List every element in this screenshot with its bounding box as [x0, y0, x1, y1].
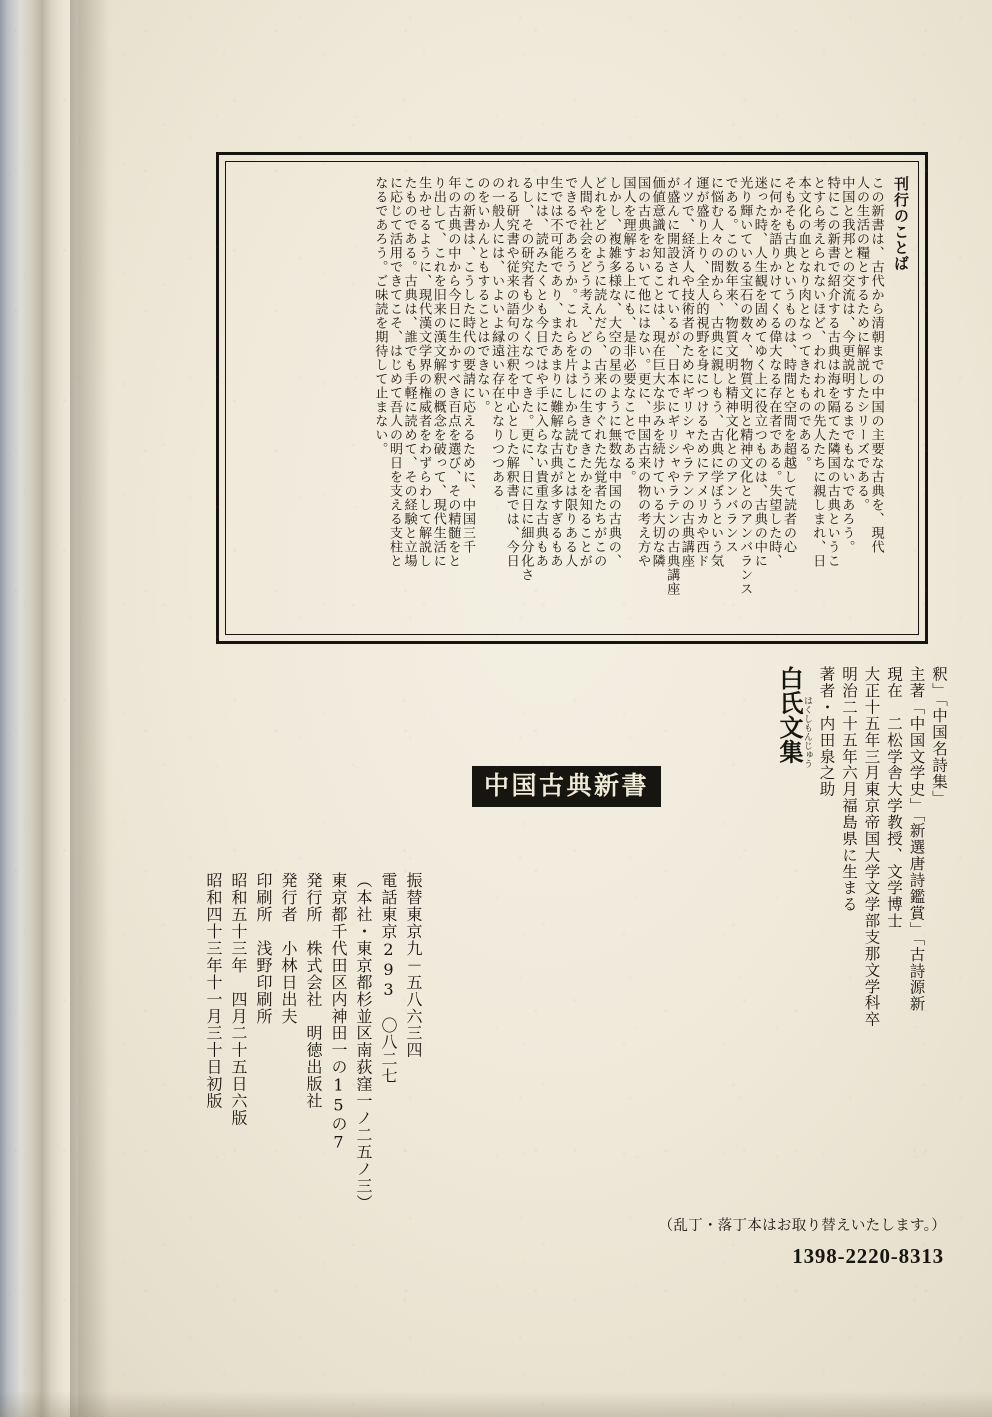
- colophon-line: 昭和五十三年 四月二十五日六版: [229, 872, 248, 1127]
- defect-exchange-note: （乱丁・落丁本はお取り替えいたします。）: [658, 1218, 946, 1234]
- colophon-line: 発行所 株式会社 明徳出版社: [304, 872, 323, 1110]
- preface-column: 年の古典の中から今日に生かすべき百点を選び、その精髄をと: [445, 176, 461, 568]
- preface-column: そもそも古典というものは、時間と空間を超越して読者の心: [781, 176, 796, 554]
- colophon-line: 電話東京293 〇八二七: [379, 872, 398, 1085]
- preface-column: が盛んに開設されているが、日本でにギリシャやラテンの古典講座: [664, 176, 680, 596]
- colophon-line: 発行者 小林日出夫: [279, 872, 298, 1025]
- book-title: 白氏文集: [775, 666, 804, 764]
- preface-column: るし、その研究者も少なくなってきた。更に、日に日に細分化さ: [518, 176, 534, 582]
- preface-box-inner: [225, 161, 919, 635]
- preface-title: 刊行のことば: [892, 176, 910, 272]
- author-line: 現在 二松学舎大学教授、文学博士: [885, 666, 903, 929]
- preface-column: 人間や社会をどう考え、どのように生きてきたかを知ることが: [576, 176, 592, 568]
- book-title-ruby: はくしもんじゅう: [802, 696, 812, 768]
- page-edge-shadow: [0, 1391, 992, 1417]
- preface-column: 中には、読みたくとも今日ではや手に入らない貴重な古典もあ: [532, 176, 548, 568]
- preface-column: イツで、経済人や技術者のためにギリシャやラテンの古典講座: [678, 176, 694, 568]
- preface-column: 生では不可能であり、またあまりに難解な古典が多すぎるもあ: [547, 176, 563, 568]
- colophon-line: 振替東京九－五八六三四: [404, 872, 423, 1059]
- colophon-line: 印刷所 浅野印刷所: [254, 872, 273, 1025]
- colophon-line: （本社・東京都杉並区南荻窪一ノ二五ノ三）: [354, 872, 373, 1212]
- preface-column: しかし、複雑多様な、大空の星のように無数な中国の古典の、: [605, 176, 621, 568]
- preface-column: 中国と我邦との交流は、今更説明するまでもないであろう。: [839, 176, 855, 554]
- preface-column: 光り輝いている宝石の数々、物質文明と精神文化とのアンバランス: [737, 176, 753, 596]
- author-line: 釈」「中国名詩集」: [930, 666, 948, 807]
- author-line: 主著「中国文学史」「新選唐詩鑑賞」「古詩源新: [907, 666, 926, 1012]
- preface-column: 本文化の血となり肉となってきたものである。: [795, 176, 811, 470]
- preface-column: れる研究書や従来の語句の注釈を中心とした解釈書では、今日: [503, 176, 519, 568]
- preface-column: この新書は、古代から清朝までの中国の主要な古典を、現代: [868, 176, 884, 554]
- preface-column: に何かを語りかけてくる偉大なる存在者である。失望した時、: [766, 176, 782, 568]
- binding-gutter: [0, 0, 78, 1417]
- preface-column: たものである。古典は、誰でも手軽に読めて、その経験と立場: [401, 176, 417, 568]
- preface-column: に悩む人々の間から、古典に親しもう、古典に学ぼうという気: [708, 176, 724, 568]
- author-line: 明治二十五年六月福島県に生まる: [840, 666, 858, 913]
- preface-column: 迷った時、人生観を固めてゆく上に役立つものは、古典の中に: [751, 176, 767, 568]
- preface-column: の一般人には、いよいよ縁遠い存在となりつつある: [489, 176, 505, 498]
- preface-column: 国人を理解する上にも、是非必要なことである。: [620, 176, 636, 484]
- series-logo: 中国古典新書: [472, 766, 661, 807]
- preface-columns: [236, 176, 908, 622]
- preface-column: どれをどのように読んだら、古来のすぐれた先覚者たちがこの: [591, 176, 607, 568]
- author-line: 大正十五年三月東京帝国大学文学部支那文学科卒: [862, 666, 881, 1028]
- isbn-code: 1398-2220-8313: [792, 1244, 944, 1268]
- preface-column: 価値意識を知ることは、現在巨大な歩みを続けている大切な隣: [649, 176, 665, 568]
- colophon-block: [196, 872, 423, 1212]
- preface-box: [216, 152, 928, 644]
- gutter-shadow: [70, 0, 110, 1417]
- preface-column: り出して、これを旧来の漢文解釈の概念を破って、現代生活に: [430, 176, 446, 568]
- colophon-line: 昭和四十三年十一月三十日初版: [204, 872, 223, 1110]
- preface-column: である。この数年来、物質文明と精神文化とのアンバランス: [722, 176, 738, 554]
- preface-column: 人の生活の糧とするために解説したシリーズである。: [853, 176, 869, 512]
- preface-column: とすら考えられないほど、われわれの先人たちに親しまれ、日: [810, 176, 826, 568]
- preface-column: この新書は、こうした時代の要請に応えるために、中国三千: [459, 176, 475, 554]
- preface-column: のをいかんともすることはできない。: [474, 176, 490, 414]
- author-line: 著者・内田泉之助: [817, 666, 836, 798]
- preface-column: 国の古典をおいて他にはない。更に、中国古来の物の考え方や: [635, 176, 651, 568]
- author-block: [771, 666, 946, 1178]
- preface-column: に応じて活用できてこそ、はじめて吾人の明日を支える支柱と: [386, 176, 402, 568]
- preface-column: できるであろうか。これらを片はしから読むことは限りある人: [562, 176, 578, 568]
- preface-column: なるであろう。ご味読を期待して止まない。: [372, 176, 388, 456]
- colophon-line: 東京都千代田区内神田一の15の7: [329, 872, 348, 1153]
- preface-column: 運が盛り上り、全人的視野を身につけるためにアメリカや西ド: [693, 176, 709, 568]
- preface-column: 特にこの新書で紹介する古典は海を隔てた隣国の古典というこ: [824, 176, 840, 568]
- preface-column: 生かせるように、現代漢文学界の権威者をわずらわして解説し: [416, 176, 432, 568]
